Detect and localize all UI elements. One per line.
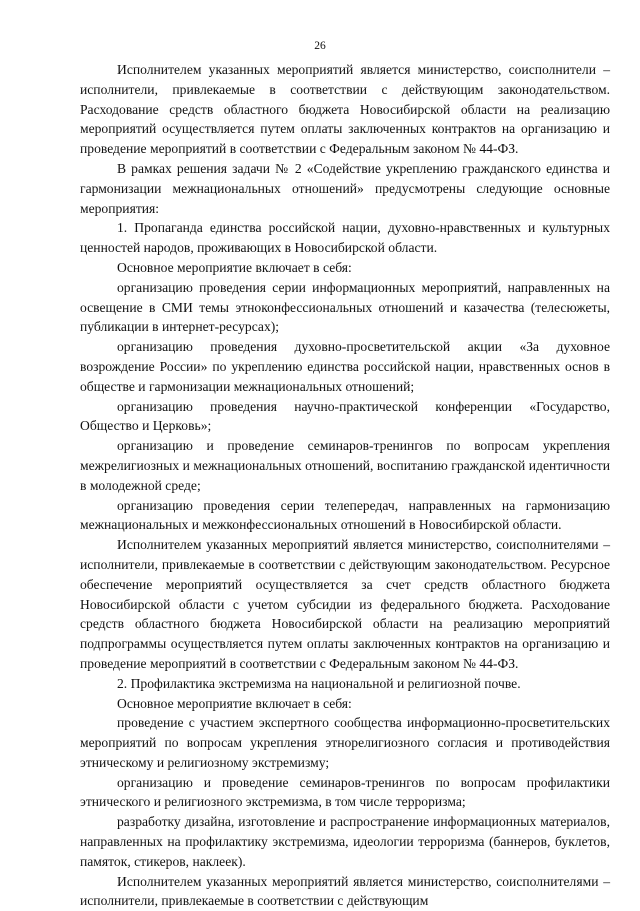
page-number: 26 [314,40,326,52]
paragraph: проведение с участием экспертного сообщества информационно-просветительских мероприятий по вопросам укрепления этнорелигиозного согласия и противодействия этническому и религиозному экстремизму; [80,715,610,770]
paragraph: 1. Пропаганда единства российской нации, духовно-нравственных и культурных ценностей народов, проживающих в Новосибирской области. [80,220,610,256]
paragraph: Основное мероприятие включает в себя: [117,695,352,711]
paragraph: Исполнителем указанных мероприятий является министерство, соисполнители – исполнители, привлекаемые в соответствии с действующим законодательством. Расходование средств областного бюджета Новосибирской области на реализацию мероприятий осуществляется путем оплаты заключенных контрактов на организацию и проведение мероприятий в соответствии с Федеральным законом № 44-ФЗ. [80,62,610,157]
paragraph: Исполнителем указанных мероприятий является министерство, соисполнителями – исполнители, привлекаемые в соответствии с действующим [80,873,610,909]
paragraph: Исполнителем указанных мероприятий является министерство, соисполнителями – исполнители, привлекаемые в соответствии с действующим законодательством. Ресурсное обеспечение мероприятий осуществляется за счет средств областного бюджета Новосибирской области с учетом субсидии из федерального бюджета. Расходование средств областного бюджета Новосибирской области на реализацию мероприятий подпрограммы осуществляется путем оплаты заключенных контрактов на организацию и проведение мероприятий в соответствии с Федеральным законом № 44-ФЗ. [80,537,610,671]
paragraph: организацию и проведение семинаров-тренингов по вопросам профилактики этнического и религиозного экстремизма, в том числе терроризма; [80,774,610,810]
paragraph: 2. Профилактика экстремизма на национальной и религиозной почве. [117,675,521,691]
paragraph: организацию проведения научно-практической конференции «Государство, Общество и Церковь»; [80,398,610,434]
paragraph: организацию проведения серии информационных мероприятий, направленных на освещение в СМИ темы этноконфессиональных отношений и казачества (телесюжеты, публикации в интернет-ресурсах); [80,279,610,335]
paragraph: организацию и проведение семинаров-тренингов по вопросам укрепления межрелигиозных и межнациональных отношений, воспитанию гражданской идентичности в молодежной среде; [80,438,610,493]
paragraph: Основное мероприятие включает в себя: [117,259,352,275]
paragraph: В рамках решения задачи № 2 «Содействие укреплению гражданского единства и гармонизации межнациональных отношений» предусмотрены следующие основные мероприятия: [80,160,610,216]
paragraph: разработку дизайна, изготовление и распространение информационных материалов, направленных на профилактику экстремизма, идеологии терроризма (баннеров, буклетов, памяток, стикеров, наклеек). [80,814,610,869]
paragraph: организацию проведения духовно-просветительской акции «За духовное возрождение России» по укреплению единства российской нации, нравственных основ в обществе и гармонизации межнациональных отношений; [80,339,610,394]
document-body [80,60,610,911]
paragraph: организацию проведения серии телепередач, направленных на гармонизацию межнациональных и межконфессиональных отношений в Новосибирской области. [80,497,610,533]
